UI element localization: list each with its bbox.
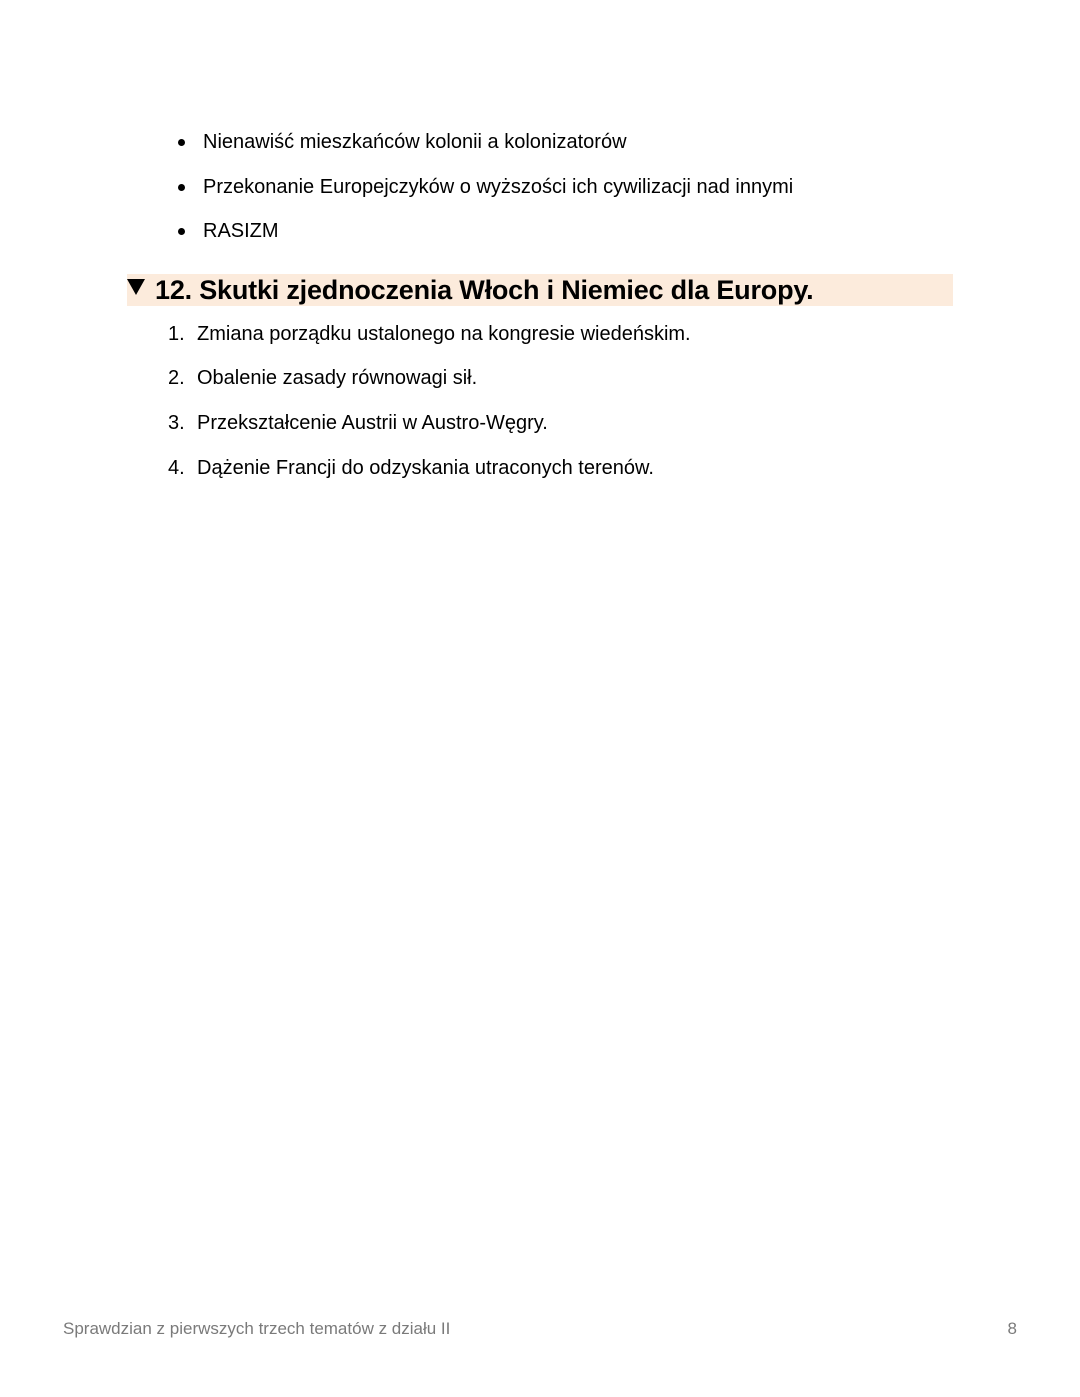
list-item-text: Zmiana porządku ustalonego na kongresie wiedeńskim. xyxy=(197,323,691,345)
bullet-text: Przekonanie Europejczyków o wyższości ich cywilizacji nad innymi xyxy=(203,176,794,198)
bullet-dot-icon xyxy=(178,184,185,191)
triangle-down-icon[interactable] xyxy=(127,278,149,302)
list-number: 4. xyxy=(168,457,185,479)
page-number: 8 xyxy=(1007,1319,1017,1338)
list-item-text: Przekształcenie Austrii w Austro-Węgry. xyxy=(197,412,548,434)
bullet-dot-icon xyxy=(178,139,185,146)
list-number: 2. xyxy=(168,367,185,389)
footer-title: Sprawdzian z pierwszych trzech tematów z działu II xyxy=(63,1319,451,1338)
bullet-text: RASIZM xyxy=(203,220,279,242)
list-number: 1. xyxy=(168,323,185,345)
list-item-text: Dążenie Francji do odzyskania utraconych terenów. xyxy=(197,457,654,479)
list-item-text: Obalenie zasady równowagi sił. xyxy=(197,367,478,389)
section-heading-text: 12. Skutki zjednoczenia Włoch i Niemiec dla Europy. xyxy=(155,275,814,305)
bullet-text: Nienawiść mieszkańców kolonii a kolonizatorów xyxy=(203,131,627,153)
section-heading xyxy=(127,274,953,306)
list-number: 3. xyxy=(168,412,185,434)
bullet-dot-icon xyxy=(178,228,185,235)
